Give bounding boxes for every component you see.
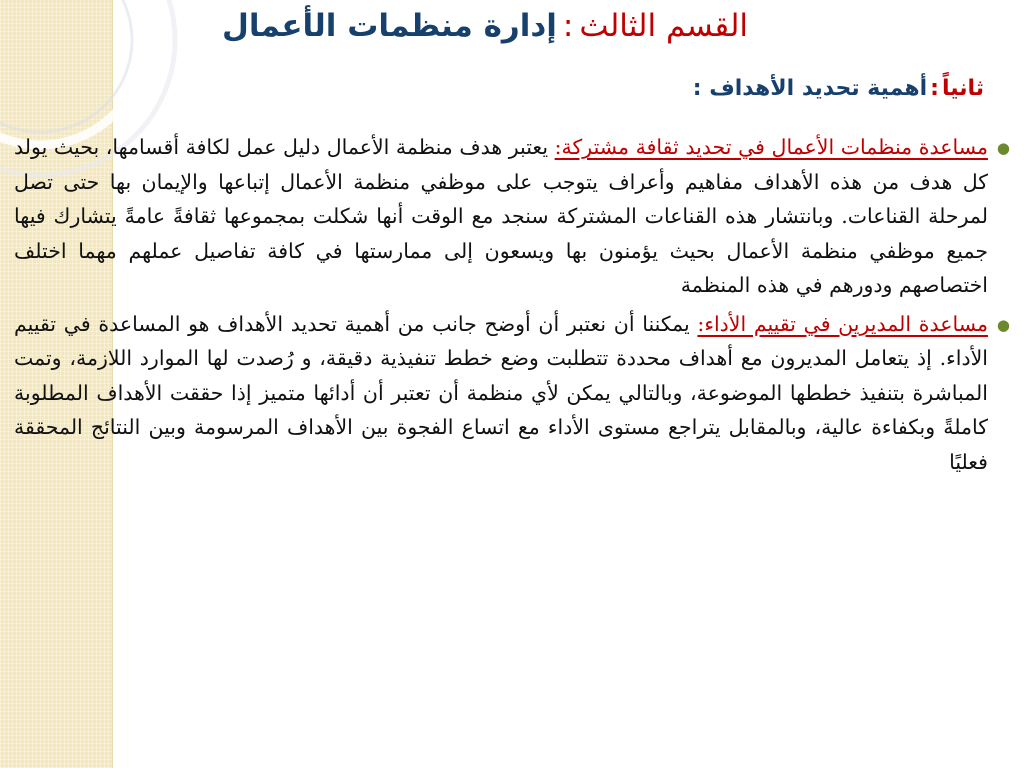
title-colon: : — [562, 8, 574, 44]
paragraph-body: يعتبر هدف منظمة الأعمال دليل عمل لكافة أقسامها، بحيث يولد كل هدف من هذه الأهداف مفاهيم وأعراف يتوجب على موظفي منظمة الأعمال إتباعها والإيمان بها حتى تصل لمرحلة القناعات. وبانتشار هذه القناعات المشتركة سنجد مع الوقت أنها شكلت بمجموعها ثقافةً عامةً يتشارك فيها جميع موظفي منظمة الأعمال بحيث يؤمنون بها ويسعون إلى ممارستها في كافة تفاصيل عملهم مهما اختلف اختصاصهم ودورهم في هذه المنظمة — [14, 135, 988, 297]
subtitle-colon: : — [930, 76, 939, 101]
subtitle-prefix: ثانياً — [941, 76, 984, 101]
bullet-paragraph-culture — [14, 130, 1010, 303]
slide-subtitle — [693, 72, 984, 106]
slide-title — [222, 6, 748, 46]
title-section: القسم الثالث — [579, 8, 748, 44]
bullet-dot-icon: ● — [996, 315, 1010, 334]
bullet-paragraph-performance — [14, 307, 1010, 480]
subtitle-text: أهمية تحديد الأهداف — [709, 76, 928, 101]
paragraph-body: يمكننا أن نعتبر أن أوضح جانب من أهمية تحديد الأهداف هو المساعدة في تقييم الأداء. إذ يتعامل المديرون مع أهداف محددة تتطلبت وضع خطط تنفيذية دقيقة، و رُصدت لها الموارد اللازمة، وتمت المباشرة بتنفيذ خططها الموضوعة، وبالتالي يمكن لأي منظمة أن تعتبر أن أدائها متميز إذا حققت الأهداف المطلوبة كاملةً وبكفاءة عالية، وبالمقابل يتراجع مستوى الأداء مع اتساع الفجوة بين الأهداف المرسومة وبين النتائج المحققة فعليًا — [14, 311, 988, 474]
paragraph-lead: مساعدة المديرين في تقييم الأداء: — [697, 311, 988, 336]
subtitle-trailing-colon: : — [692, 76, 702, 101]
paragraph-lead: مساعدة منظمات الأعمال في تحديد ثقافة مشتركة: — [554, 135, 988, 159]
title-main: إدارة منظمات الأعمال — [222, 8, 557, 44]
slide-content — [14, 130, 1010, 483]
bullet-dot-icon: ● — [996, 139, 1010, 157]
